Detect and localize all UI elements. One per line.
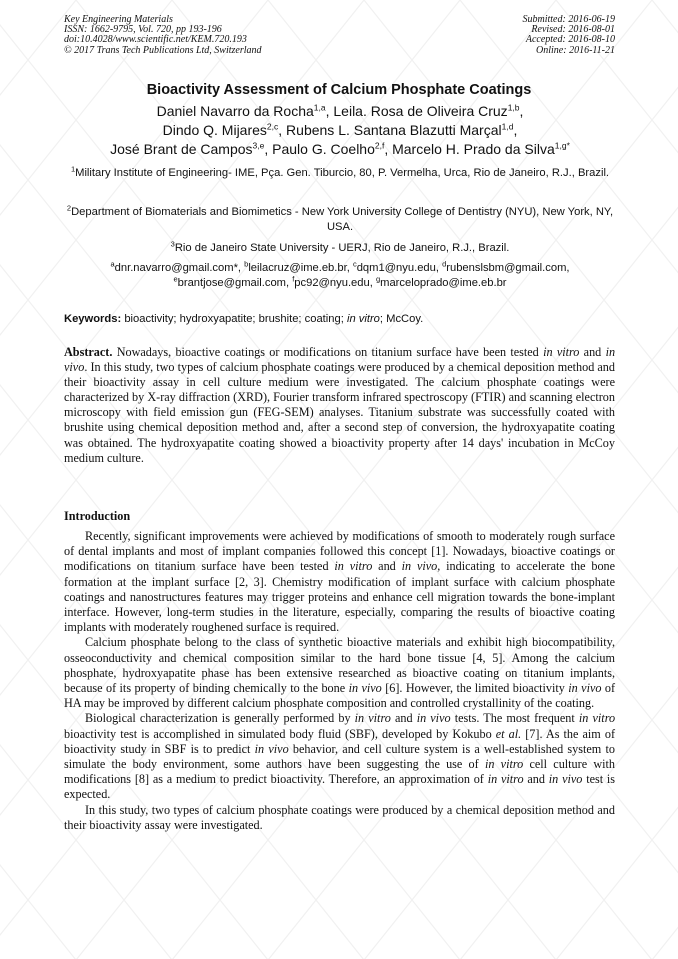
italic-term: in vitro [487,772,524,787]
journal-name: Key Engineering Materials [64,14,173,25]
email-superscript: g [375,274,381,284]
affiliation-1 [60,166,620,181]
revised-date: Revised: 2016-08-01 [531,24,615,36]
author-name: José Brant de Campos [110,141,253,157]
author-superscript: 3,e [252,140,265,151]
abstract-text: . In this study, two types of calcium phosphate coatings were produced by a chemical deposition method and their bioactivity assay in cell culture medium were investigated. The calcium phosphate coatings were characterized by X-ray diffraction (XRD), Fourier transform infrared spectroscopy (FTIR) and scanning electron microscopy with field emission gun (FEG-SEM) analyses. Titanium substrate was successfully coated with brushite using chemical deposition method and, after a second step of conversion, the hydroxyapatite coating was obtained. The hydroxyapatite coating showed a bioactivity property after 14 days' incubation in McCoy medium culture. [64,360,615,465]
paragraph [64,711,615,802]
email-address[interactable]: rubenslsbm@gmail.com, [446,262,570,274]
email-address[interactable]: leilacruz@ime.eb.br, [248,262,350,274]
affiliation-number: 2 [66,203,72,213]
author-superscript: 1,g* [554,140,570,151]
author-emails [60,261,620,291]
email-address[interactable]: brantjose@gmail.com, [177,277,290,289]
affiliation-text: Military Institute of Engineering- IME, Pça. Gen. Tiburcio, 80, P. Vermelha, Urca, Rio de Janeiro, R.J., Brazil. [75,167,610,179]
italic-term: et al. [495,726,522,741]
paragraph-text: and [394,711,413,726]
email-address[interactable]: pc92@nyu.edu, [294,277,373,289]
author-superscript: 1,d [501,121,514,132]
affiliation-2 [60,205,620,235]
affiliation-number: 1 [70,164,76,174]
email-superscript: e [173,274,178,284]
paper-title: Bioactivity Assessment of Calcium Phosphate Coatings [146,82,532,98]
paragraph-text: and [378,559,396,574]
author-name: Paulo G. Coelho [272,141,375,157]
italic-term: in vivo [568,681,602,696]
author-name: Daniel Navarro da Rocha [156,103,314,119]
email-superscript: a [110,259,115,269]
paragraph-text: behavior, and cell culture system is a well-established system to simulate the body environment, some authors have been suggesting the use of [64,741,615,772]
introduction-heading: Introduction [64,509,131,523]
author-superscript: 2,f [374,140,385,151]
keywords [64,312,423,326]
email-superscript: b [244,259,249,269]
copyright-line: © 2017 Trans Tech Publications Ltd, Switzerland [64,44,262,56]
italic-term: in vivo [548,772,583,787]
paragraph-text: cell culture with modifications [8] as a medium to predict bioactivity. Therefore, an approximation of [64,757,616,787]
abstract-text: Nowadays, bioactive coatings or modifications on titanium surface have been tested [116,345,539,359]
italic-term: in vivo [416,711,451,726]
affiliation-3 [60,241,620,256]
abstract-italic: in vitro [543,345,580,359]
abstract-label: Abstract. [64,345,113,359]
author-superscript: 1,a [313,102,326,113]
italic-term: in vitro [578,711,616,726]
paragraph-text: tests. The most frequent [454,711,575,726]
online-date: Online: 2016-11-21 [536,44,615,56]
affiliation-text: Department of Biomaterials and Biomimetics - New York University College of Dentistry (NYU), New York, NY, USA. [71,206,614,233]
abstract-text: and [583,345,602,359]
author-name: Rubens L. Santana Blazutti Marçal [286,122,502,138]
submitted-date: Submitted: 2016-06-19 [522,14,615,25]
paragraph-text: of HA may be improved by different calcium phosphate composition and controlled crystallinity of the coating. [64,681,616,711]
author-list: Daniel Navarro da Rocha$^{1,a}$, Leila. Rosa de Oliveira Cruz$^{1,b}$, Dindo Q. Mijares$^{2,c}$, Rubens L. Santana Blazutti Marçal$^{1,d}$, José Brant de Campos$^{3,e}$, Paulo G. Coelho$^{2,f}$, Marcelo H. Prado da Silva$^{1,g*}$ [110,102,570,157]
paragraph-text: bioactivity test is accomplished in simulated body fluid (SBF), developed by Kokubo [64,726,492,741]
keywords-label: Keywords: [64,313,122,325]
journal-info [64,15,262,56]
keywords-text: ; McCoy. [379,313,424,325]
paragraph-text: [7]. As the aim of bioactivity study in SBF is to predict [64,726,616,756]
publication-dates [523,15,616,56]
issn-line: ISSN: 1662-9795, Vol. 720, pp 193-196 [64,24,222,36]
email-address[interactable]: marceloprado@ime.eb.br [380,277,507,289]
email-address[interactable]: dqm1@nyu.edu, [356,262,439,274]
italic-term: in vivo [254,741,289,756]
paragraph-text: [6]. However, the limited bioactivity [385,681,565,696]
email-superscript: d [442,259,447,269]
author-name: Dindo Q. Mijares [162,122,267,138]
italic-term: in vivo [348,681,382,696]
italic-term: in vivo [401,559,438,574]
abstract [64,345,615,466]
italic-term: in vitro [334,559,373,574]
paragraph-text: test is expected. [64,772,616,802]
italic-term: in vitro [354,711,391,726]
email-address[interactable]: dnr.navarro@gmail.com*, [114,262,242,274]
abstract-italic: in vivo [64,345,616,375]
paragraph [64,529,615,635]
paragraph-text: , indicating to accelerate the bone formation at the implant surface [2, 3]. Chemistry modification of implant surface with calcium phosphate coatings and nanostructures features may trigger proteins and enhance cell migration towards the bone-implant interface. However, long-term studies in the literature, especially, comparing the results of bioactive coating implants with moderately roughened surface is required. [64,559,616,635]
paragraph-text: Calcium phosphate belong to the class of synthetic bioactive materials and exhibit high biocompatibility, osseoconductivity and chemical composition similar to the hard bone tissue [4, 5]. Among the calcium phosphate, hydroxyapatite phase has been extensive researched as bioactive coating on titanium implants, because of its property of binding chemically to the bone [64,635,615,696]
keywords-text: bioactivity; hydroxyapatite; brushite; coating; [124,313,344,325]
author-name: Marcelo H. Prado da Silva [392,141,555,157]
paragraph-text: and [527,772,545,787]
keywords-italic: in vitro [346,313,380,325]
author-superscript: 2,c [266,121,279,132]
italic-term: in vitro [484,757,524,772]
paragraph-text: Biological characterization is generally performed by [85,711,351,726]
accepted-date: Accepted: 2016-08-10 [525,34,615,46]
affiliation-text: Rio de Janeiro State University - UERJ, Rio de Janeiro, R.J., Brazil. [174,242,510,254]
email-superscript: f [292,274,295,284]
affiliation-number: 3 [170,239,175,249]
paragraph [64,635,615,711]
author-superscript: 1,b [507,102,520,113]
introduction-body [64,529,615,833]
paragraph: In this study, two types of calcium phosphate coatings were produced by a chemical deposition method and their bioactivity assay were investigated. [64,802,615,832]
email-superscript: c [352,259,357,269]
doi-line: doi:10.4028/www.scientific.net/KEM.720.193 [64,34,247,46]
paragraph-text: Recently, significant improvements were achieved by modifications of smooth to moderately rough surface of dental implants and most of implant companies followed this concept [1]. Nowadays, bioactive coatings or modifications on titanium surface have been tested [64,529,615,574]
author-name: Leila. Rosa de Oliveira Cruz [333,103,508,119]
